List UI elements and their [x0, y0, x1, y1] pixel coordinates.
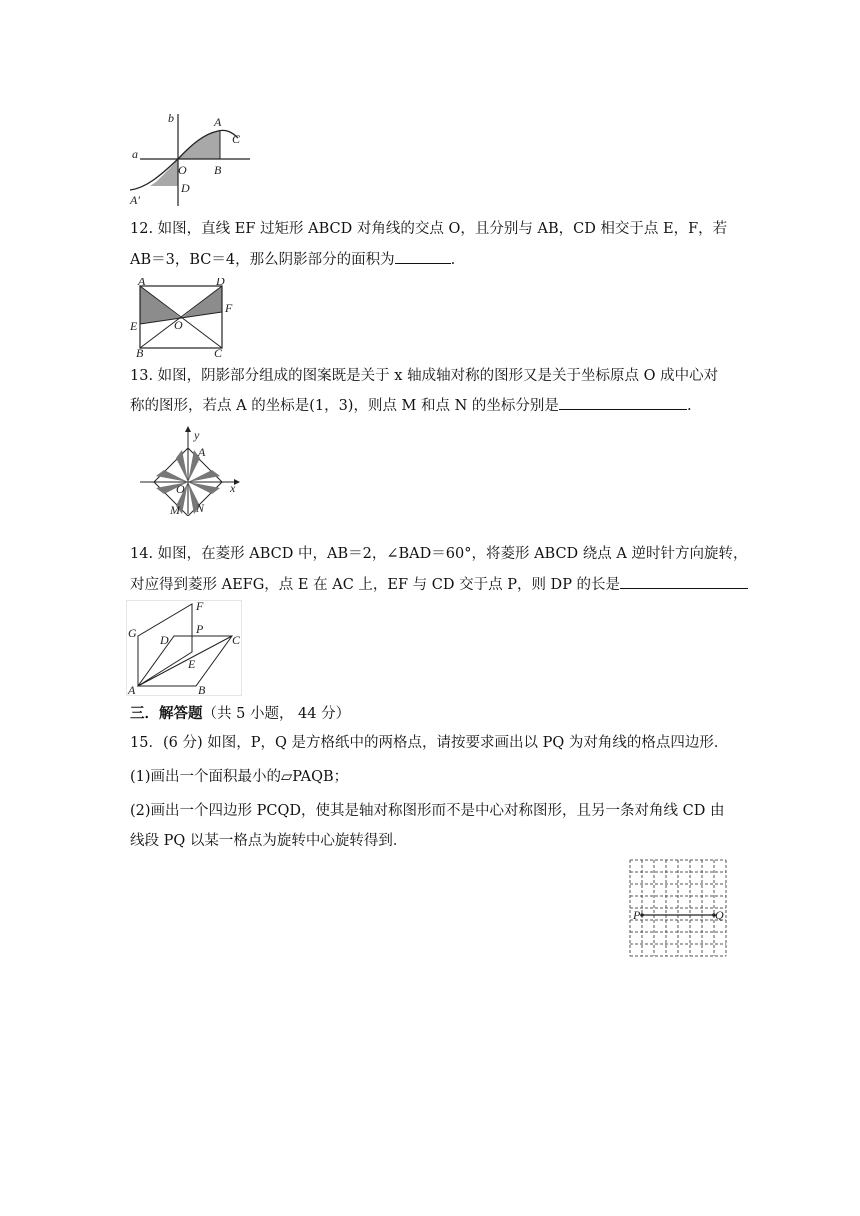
point-P: [640, 913, 644, 917]
label-B: B: [214, 163, 222, 177]
q15-line3: (2)画出一个四边形 PCQD，使其是轴对称图形而不是中心对称图形，且另一条对角线 CD 由: [130, 803, 725, 819]
section-3-title: 三．解答题: [130, 705, 203, 722]
y-axis-arrow: [185, 426, 191, 432]
figure-14-rhombus: [126, 600, 242, 696]
q12-line1: 12. 如图，直线 EF 过矩形 ABCD 对角线的交点 O，且分别与 AB，CD 相交于点 E，F，若: [130, 221, 728, 237]
label-x: x: [230, 481, 236, 495]
section-3-heading: [130, 704, 350, 724]
label-D: D: [181, 181, 190, 195]
label-F: F: [225, 301, 233, 315]
q14-line2-text: 对应得到菱形 AEFG，点 E 在 AC 上，EF 与 CD 交于点 P，则 DP 的长是: [130, 577, 621, 593]
q13-line2: [130, 395, 692, 416]
q13-line1: 13. 如图，阴影部分组成的图案既是关于 x 轴成轴对称的图形又是关于坐标原点 O 成中心对: [130, 368, 719, 384]
q12-line2-end: .: [450, 252, 456, 268]
label-A-prime: A′: [130, 193, 140, 207]
label-E: E: [130, 319, 138, 333]
q15-line4: 线段 PQ 以某一格点为旋转中心旋转得到．: [130, 833, 408, 849]
figure-frame: [127, 601, 242, 696]
figure-12-rectangle: [128, 278, 240, 358]
q14-answer-blank[interactable]: [620, 574, 748, 589]
label-E: E: [188, 657, 196, 671]
label-O: O: [178, 163, 187, 177]
q14-line1: 14. 如图，在菱形 ABCD 中，AB＝2，∠BAD＝60°，将菱形 ABCD 绕点 A 逆时针方向旋转，: [130, 546, 748, 562]
label-O: O: [174, 318, 183, 332]
label-O: O: [176, 482, 185, 496]
grid-lines: [630, 860, 726, 956]
label-G: G: [128, 626, 137, 640]
label-B: B: [198, 683, 206, 696]
label-y: y: [194, 428, 200, 442]
label-Q: Q: [715, 908, 724, 922]
label-C: C: [232, 633, 241, 647]
label-B: B: [136, 346, 144, 358]
label-a: a: [132, 147, 138, 161]
q13-line2-text: 称的图形，若点 A 的坐标是(1，3)，则点 M 和点 N 的坐标分别是: [130, 398, 559, 414]
label-P: P: [633, 908, 641, 922]
q15-line2: (1)画出一个面积最小的▱PAQB；: [130, 769, 349, 785]
label-N: N: [196, 501, 205, 515]
label-D: D: [216, 278, 225, 288]
label-A: A: [138, 278, 146, 288]
q14-line2: [130, 574, 748, 595]
q12-line2: [130, 249, 455, 270]
shaded-region-upper: [178, 131, 220, 159]
label-C: C: [232, 132, 241, 146]
figure-15-grid: [626, 856, 732, 962]
q12-answer-blank[interactable]: [395, 249, 451, 264]
section-3-note: （共 5 小题， 44 分）: [202, 706, 351, 722]
q12-line2-text: AB＝3，BC＝4，那么阴影部分的面积为: [130, 252, 395, 268]
q13-answer-blank[interactable]: [559, 395, 687, 410]
figure-11-graph: [126, 112, 250, 208]
label-C: C: [214, 346, 223, 358]
q15-line1: 15．(6 分) 如图，P，Q 是方格纸中的两格点，请按要求画出以 PQ 为对角线的格点四边形．: [130, 735, 729, 751]
label-A: A: [214, 115, 222, 129]
label-P: P: [196, 622, 204, 636]
label-M: M: [170, 503, 180, 516]
label-A: A: [128, 683, 136, 696]
diagonal-AC: [138, 636, 232, 686]
figure-13-coordinate-pattern: [138, 424, 242, 516]
label-F: F: [196, 600, 204, 613]
label-b: b: [168, 112, 174, 125]
q13-line2-end: .: [686, 398, 692, 414]
label-D: D: [160, 633, 169, 647]
label-A: A: [198, 445, 206, 459]
